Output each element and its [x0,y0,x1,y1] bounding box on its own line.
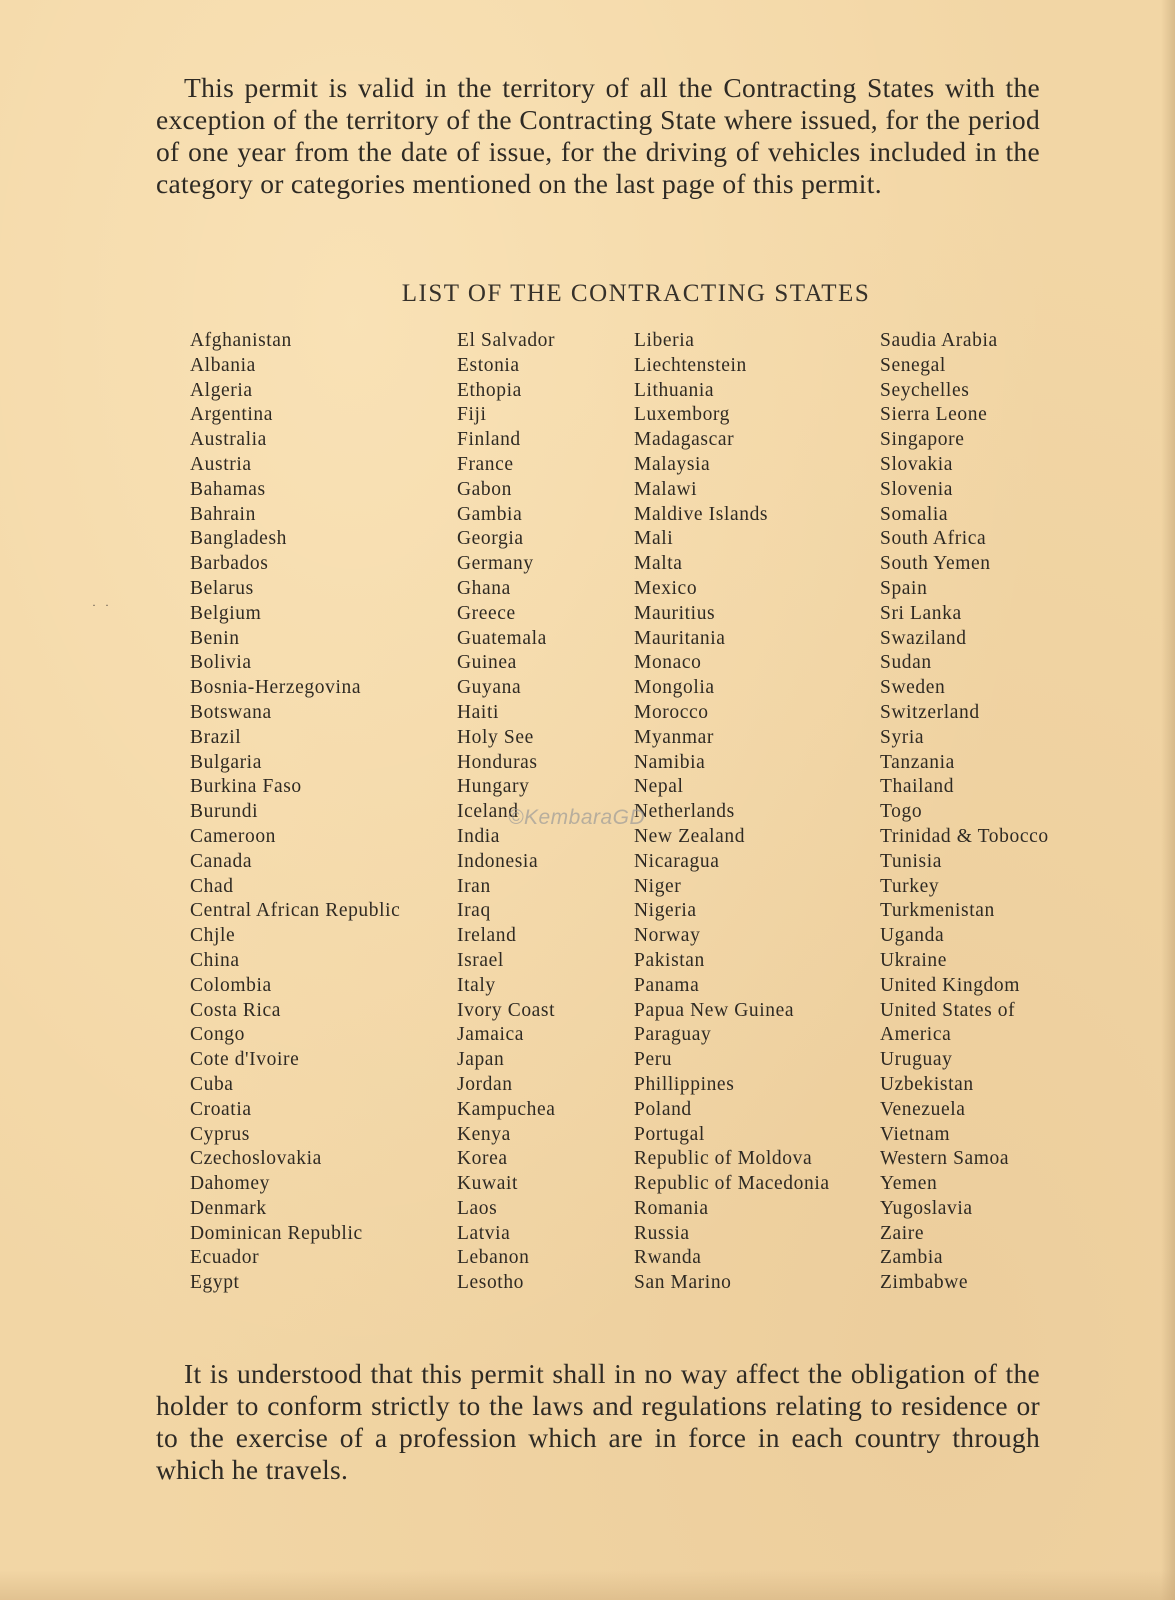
country-list-item: Dahomey [190,1173,271,1195]
country-list-item: Seychelles [880,379,970,401]
country-list-item: Albania [190,354,256,376]
states-column-1 [190,329,400,1296]
country-list-item: Gambia [457,503,523,525]
country-list-item: South Yemen [880,553,991,575]
country-list-item: Bangladesh [190,528,287,550]
country-list-item: Central African Republic [190,900,401,922]
country-list-item: Estonia [457,354,520,376]
country-list-item: Belarus [190,577,254,599]
country-list-item: Canada [190,850,253,872]
country-list-item: Honduras [457,751,538,773]
country-list-item: Burkina Faso [190,776,302,798]
country-list-item: Mauritius [634,602,716,624]
country-list-item: Barbados [190,553,269,575]
country-list-item: Spain [880,577,928,599]
country-list-item: Republic of Macedonia [634,1173,830,1195]
country-list-item: Republic of Moldova [634,1148,813,1170]
country-list-item: Cote d'Ivoire [190,1049,300,1071]
country-list-item: Papua New Guinea [634,999,795,1021]
country-list-item: Venezuela [880,1098,966,1120]
country-list-item: Vietnam [880,1123,951,1145]
country-list-item: Somalia [880,503,949,525]
country-list-item: United States of [880,999,1016,1021]
country-list-item: Mexico [634,577,698,599]
country-list-item: Nicaragua [634,850,720,872]
country-list-item: Kenya [457,1123,511,1145]
country-list-item: Ghana [457,577,511,599]
country-list-item: Costa Rica [190,999,282,1021]
country-list-item: Mali [634,528,674,550]
country-list-item: Sri Lanka [880,602,962,624]
country-list-item: Syria [880,726,925,748]
country-list-item: Pakistan [634,949,705,971]
country-list-item: Burundi [190,801,259,823]
country-list-item: Algeria [190,379,253,401]
country-list-item: China [190,949,240,971]
states-column-4 [880,329,1049,1296]
country-list-item: Rwanda [634,1247,702,1269]
country-list-item: Switzerland [880,701,980,723]
country-list-item: Zambia [880,1247,944,1269]
country-list-item: Czechoslovakia [190,1148,322,1170]
country-list-item: Cyprus [190,1123,250,1145]
country-list-item: Ecuador [190,1247,260,1269]
country-list-item: Portugal [634,1123,705,1145]
country-list-item: Liberia [634,330,695,351]
country-list-item: Greece [457,602,516,624]
country-list-item: Romania [634,1197,709,1219]
country-list-item: Bosnia-Herzegovina [190,677,362,699]
country-list-item: Ukraine [880,949,948,971]
country-list-item: Brazil [190,726,242,748]
country-list-item: Thailand [880,776,955,798]
country-list-item: Afghanistan [190,330,292,351]
country-list-item: Mauritania [634,627,726,649]
country-list-item: Bahrain [190,503,256,525]
country-list-item: Austria [190,453,252,475]
country-list-item: Malaysia [634,453,711,475]
country-list-item: Botswana [190,701,272,723]
country-list-item: Argentina [190,404,274,426]
country-list-item: Uganda [880,925,945,947]
country-list-item: Turkmenistan [880,900,995,922]
country-list-item: Panama [634,974,700,996]
country-list-item: Bahamas [190,478,266,500]
country-list-item: Sierra Leone [880,404,988,426]
country-list-item: Liechtenstein [634,354,747,376]
country-list-item: Germany [457,553,534,575]
country-list-item: Iceland [457,801,519,823]
country-list-item: Tanzania [880,751,955,773]
country-list-item: Cameroon [190,825,277,847]
country-list-item: Tunisia [880,850,943,872]
country-list-item: Uzbekistan [880,1073,974,1095]
country-list-item: Lesotho [457,1272,525,1294]
country-list-item: Yemen [880,1173,938,1195]
country-list-item: Ireland [457,925,517,947]
country-list-item: Uruguay [880,1049,953,1071]
country-list-item: Guyana [457,677,522,699]
country-list-item: Belgium [190,602,262,624]
country-list-item: Peru [634,1049,673,1071]
country-list-item: Malta [634,553,683,575]
states-column-3 [634,329,830,1296]
country-list-item: Ivory Coast [457,999,556,1021]
country-list-item: San Marino [634,1272,732,1294]
country-list-item: Swaziland [880,627,967,649]
country-list-item: Zimbabwe [880,1272,969,1294]
country-list-item: Poland [634,1098,692,1120]
country-list-item: Lebanon [457,1247,530,1269]
country-list-item: Senegal [880,354,946,376]
country-list-item: Western Samoa [880,1148,1010,1170]
country-list-item: Holy See [457,726,534,748]
country-list-item: Indonesia [457,850,539,872]
country-list-item: Fiji [457,404,487,426]
country-list-item: Zaire [880,1222,925,1244]
country-list-item: Togo [880,801,923,823]
country-list-item: Nepal [634,776,684,798]
country-list-item: Hungary [457,776,530,798]
country-list-item: India [457,825,501,847]
country-list-item: Ethopia [457,379,522,401]
country-list-item: Haiti [457,701,499,723]
country-list-item: Paraguay [634,1024,712,1046]
country-list-item: Bolivia [190,652,252,674]
country-list-item: Benin [190,627,240,649]
country-list-item: United Kingdom [880,974,1021,996]
country-list-item: Malawi [634,478,698,500]
country-list-item: Congo [190,1024,246,1046]
country-list-item: Australia [190,429,267,451]
country-list-item: Saudia Arabia [880,330,998,351]
country-list-item: Finland [457,429,521,451]
paper-specks: · · [92,598,112,612]
country-list-item: South Africa [880,528,987,550]
country-list-item: Gabon [457,478,512,500]
country-list-item: America [880,1024,952,1046]
country-list-item: Italy [457,974,496,996]
country-list-item: El Salvador [457,330,556,351]
country-list-item: Russia [634,1222,690,1244]
country-list-item: Denmark [190,1197,267,1219]
country-list-item: Guinea [457,652,517,674]
country-list-item: Norway [634,925,701,947]
country-list-item: Turkey [880,875,940,897]
country-list-item: Morocco [634,701,709,723]
country-list-item: Phillippines [634,1073,735,1095]
country-list-item: Cuba [190,1073,234,1095]
country-list-item: Sudan [880,652,932,674]
country-list-item: Kampuchea [457,1098,556,1120]
country-list-item: Slovenia [880,478,954,500]
country-list-item: Israel [457,949,504,971]
country-list-item: Latvia [457,1222,511,1244]
country-list-item: Colombia [190,974,272,996]
country-list-item: Croatia [190,1098,252,1120]
country-list-item: Georgia [457,528,524,550]
country-list-item: Slovakia [880,453,954,475]
country-list-item: Chjle [190,925,236,947]
country-list-item: Bulgaria [190,751,262,773]
country-list-item: Chad [190,875,234,897]
country-list-item: Maldive Islands [634,503,769,525]
country-list-item: New Zealand [634,825,746,847]
country-list-item: Namibia [634,751,706,773]
country-list-item: Egypt [190,1272,240,1294]
country-list-item: Iraq [457,900,491,922]
watermark-text: ©KembaraGD [508,806,646,829]
country-list-item: Monaco [634,652,702,674]
country-list-item: Japan [457,1049,505,1071]
contracting-states-heading: LIST OF THE CONTRACTING STATES [401,280,871,307]
country-list-item: Iran [457,875,491,897]
country-list-item: Trinidad & Tobocco [880,825,1049,847]
country-list-item: Sweden [880,677,946,699]
page-edge-shadow-bottom [0,1570,1175,1600]
country-list-item: Korea [457,1148,508,1170]
country-list-item: Mongolia [634,677,715,699]
country-list-item: Lithuania [634,379,715,401]
country-list-item: Myanmar [634,726,715,748]
country-list-item: Singapore [880,429,965,451]
country-list-item: Jordan [457,1073,513,1095]
country-list-item: Luxemborg [634,404,731,426]
country-list-item: Yugoslavia [880,1197,973,1219]
residence-obligation-paragraph: It is understood that this permit shall in no way affect the obligation of the holder to conform strictly to the laws and regulations relating to residence or to the exercise of a profession which are in force in each country through which he travels. [156,1358,1040,1485]
country-list-item: France [457,453,514,475]
country-list-item: Laos [457,1197,498,1219]
country-list-item: Guatemala [457,627,547,649]
country-list-item: Niger [634,875,682,897]
country-list-item: Madagascar [634,429,735,451]
country-list-item: Kuwait [457,1173,519,1195]
country-list-item: Dominican Republic [190,1222,363,1244]
country-list-item: Netherlands [634,801,735,823]
country-list-item: Nigeria [634,900,697,922]
country-list-item: Jamaica [457,1024,524,1046]
permit-validity-paragraph: This permit is valid in the territory of all the Contracting States with the exception of the territory of the Contracting State where issued, for the period of one year from the date of issue, for the driving of vehicles included in the category or categories mentioned on the last page of this permit. [156,72,1040,199]
